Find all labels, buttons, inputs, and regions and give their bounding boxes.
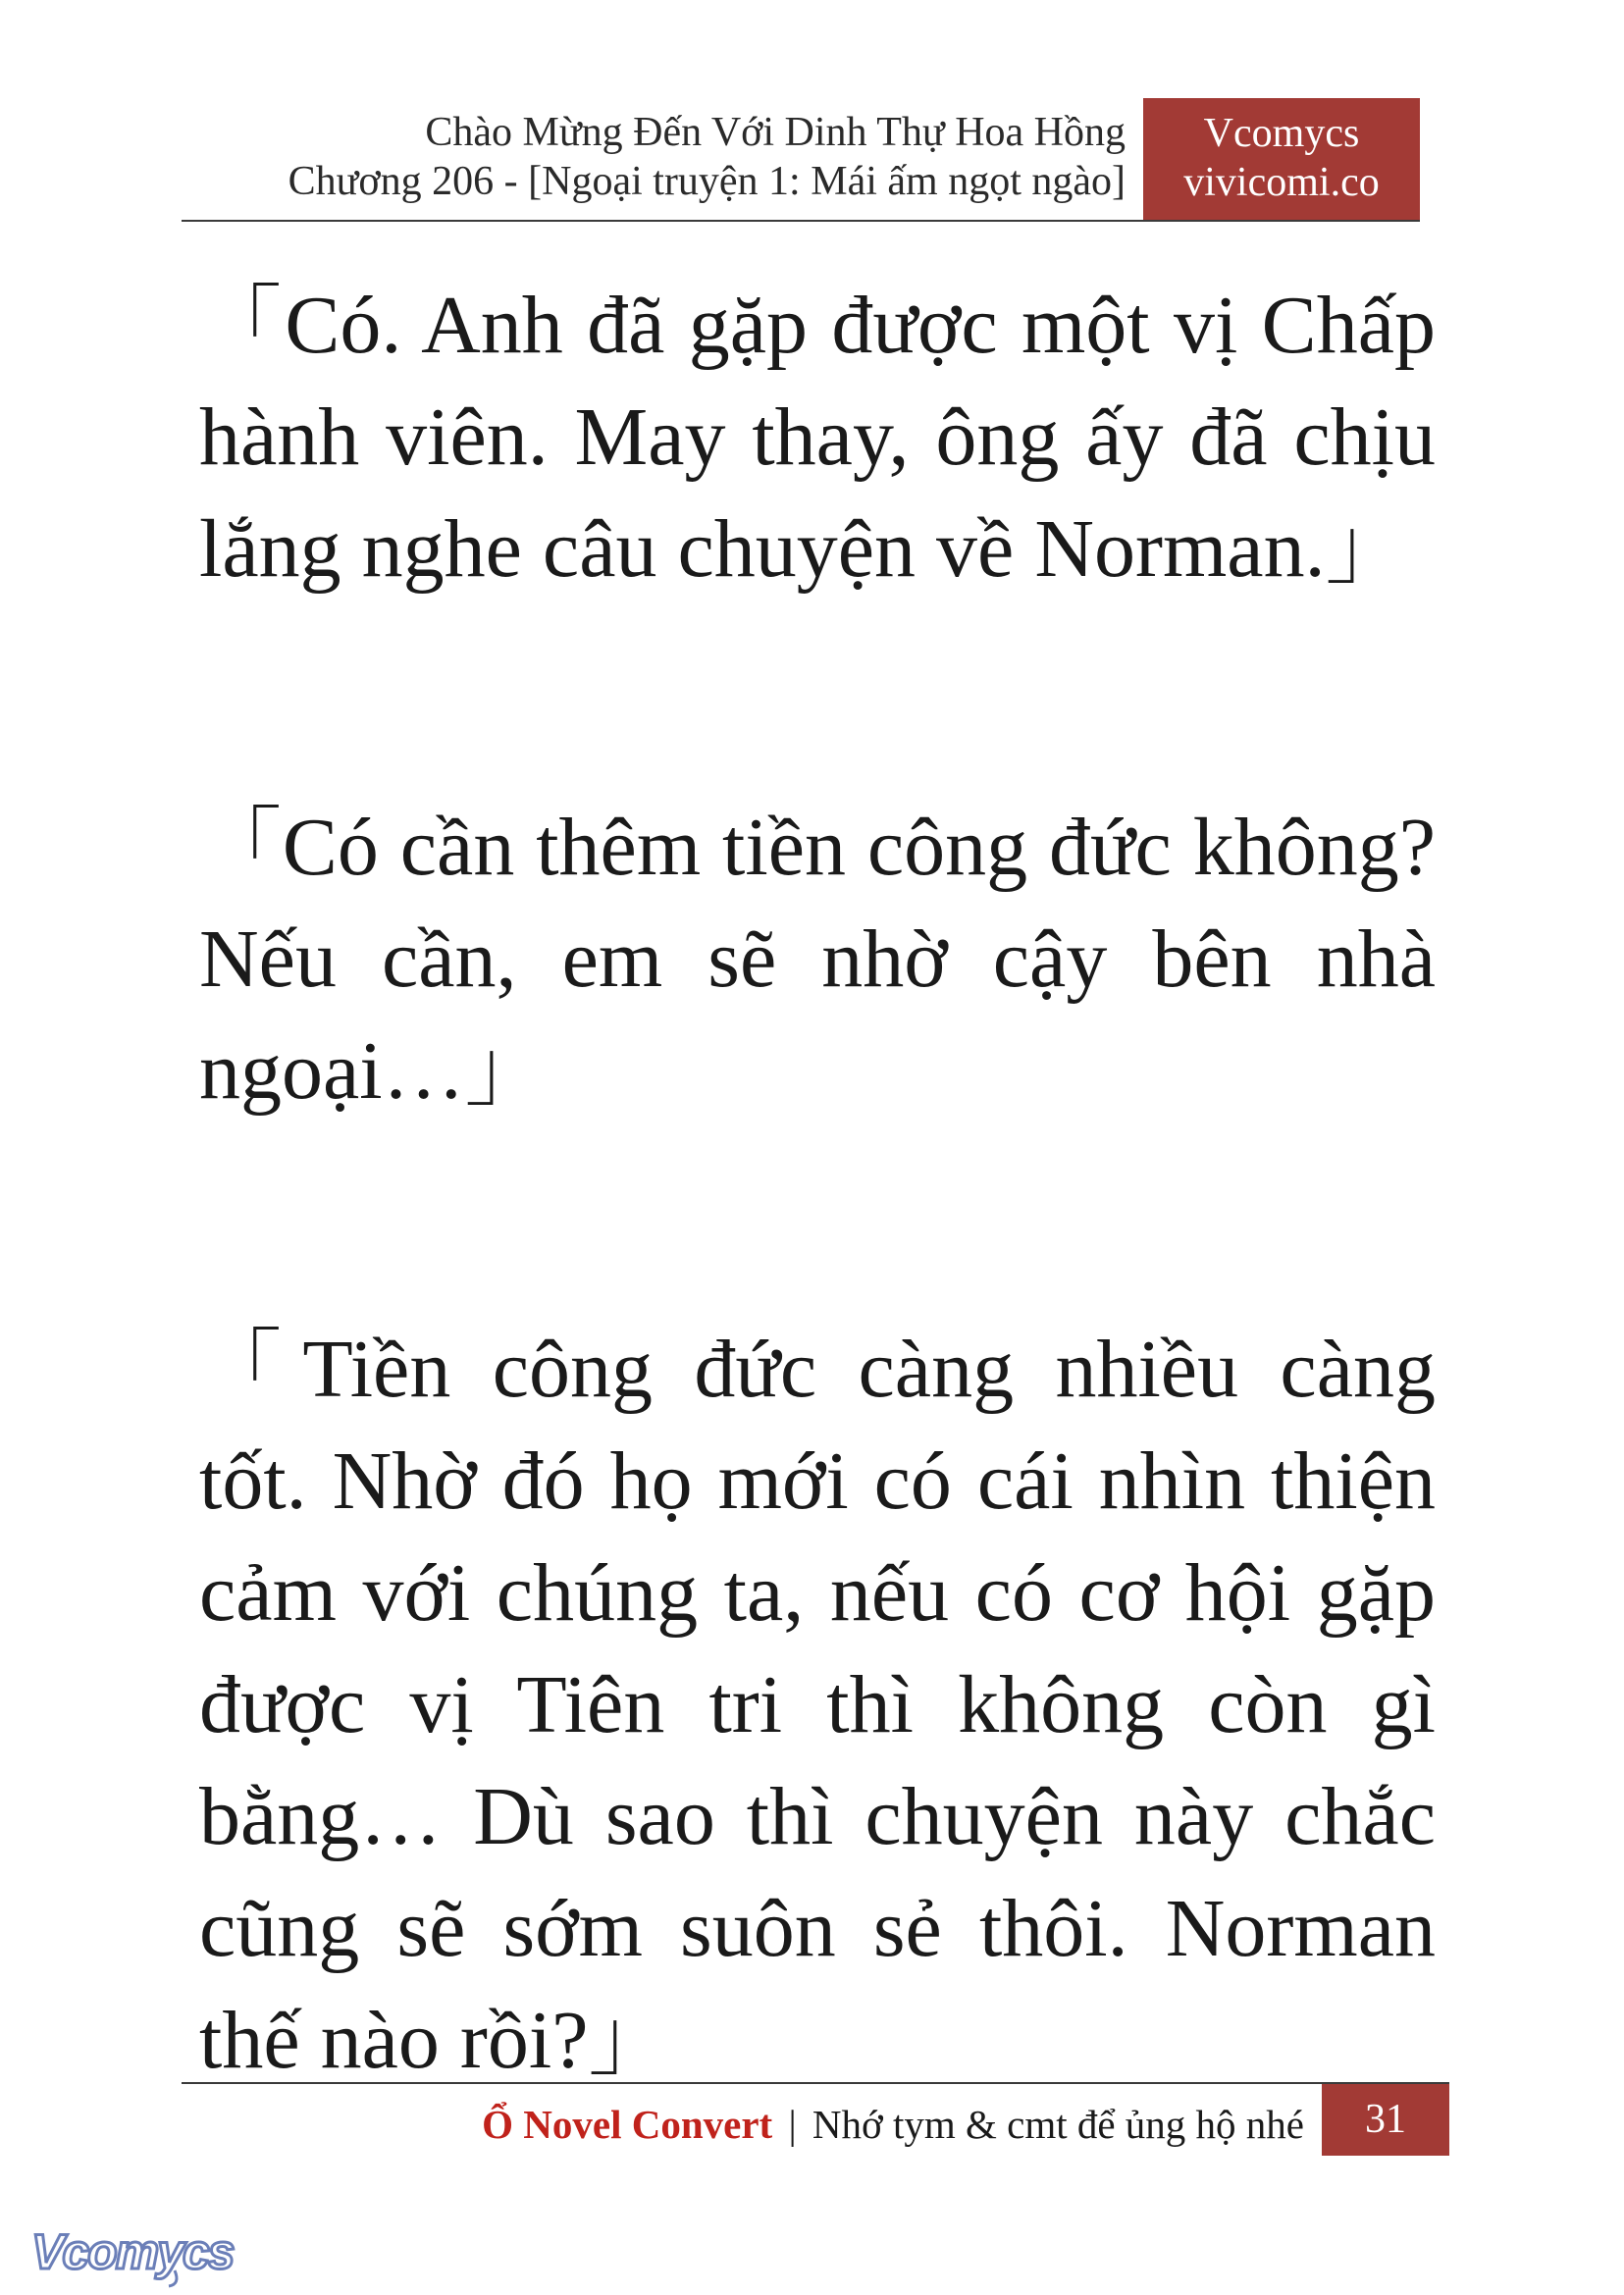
footer-message: Nhớ tym & cmt để ủng hộ nhé [812, 2102, 1304, 2147]
brand-box [1143, 98, 1420, 220]
page-header [182, 98, 1420, 222]
page-number: 31 [1322, 2084, 1449, 2156]
footer-text [482, 2100, 1304, 2149]
dialogue-paragraph: 「Có. Anh đã gặp được một vị Chấp hành viên. May thay, ông ấy đã chịu lắng nghe câu chuyện về Norman.」 [199, 280, 1436, 595]
footer-separator: | [788, 2102, 797, 2147]
chapter-text [199, 270, 1436, 2097]
page-footer [182, 2082, 1449, 2156]
header-titles [288, 108, 1126, 206]
story-title: Chào Mừng Đến Với Dinh Thự Hoa Hồng [425, 110, 1126, 155]
vcomycs-watermark-logo [27, 2219, 253, 2288]
dialogue-paragraph: 「Tiền công đức càng nhiều càng tốt. Nhờ đó họ mới có cái nhìn thiện cảm với chúng ta, nếu có cơ hội gặp được vị Tiên tri thì không còn gì bằng… Dù sao thì chuyện này chắc cũng sẽ sớm suôn sẻ thôi. Norman thế nào rồi?」 [199, 1324, 1436, 2086]
brand-site: vivicomi.co [1183, 160, 1380, 205]
watermark-text: Vcomycs [31, 2224, 234, 2279]
chapter-title: Chương 206 - [Ngoại truyện 1: Mái ấm ngọt ngào] [288, 159, 1126, 204]
brand-name: Vcomycs [1203, 111, 1360, 156]
footer-brand: Ổ Novel Convert [482, 2102, 773, 2147]
dialogue-paragraph: 「Có cần thêm tiền công đức không? Nếu cần, em sẽ nhờ cậy bên nhà ngoại…」 [199, 802, 1436, 1117]
